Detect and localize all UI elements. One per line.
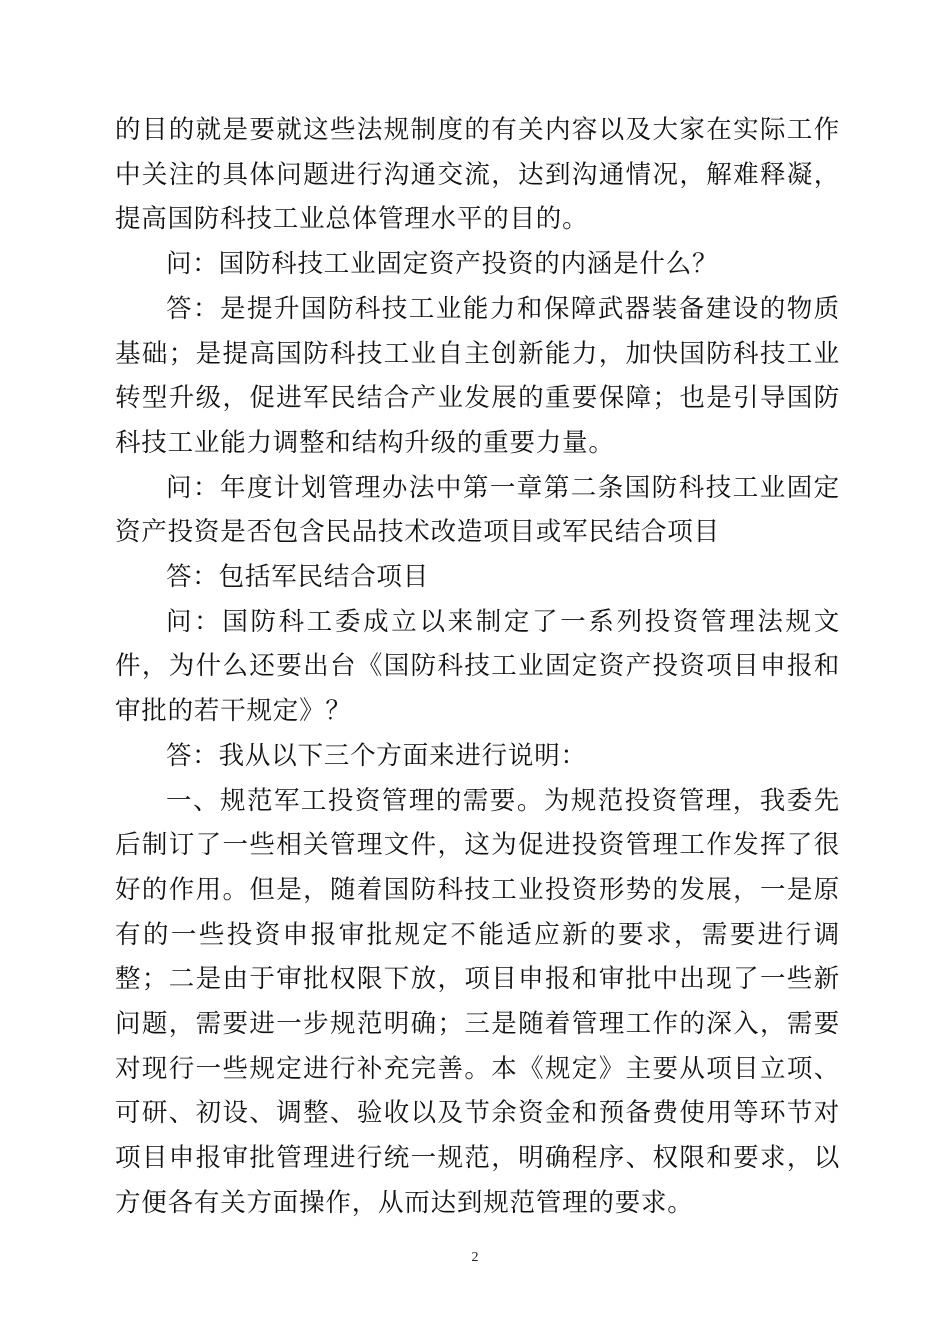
document-body [115,108,840,1226]
paragraph-intro: 的目的就是要就这些法规制度的有关内容以及大家在实际工作中关注的具体问题进行沟通交流，达到沟通情况，解难释凝，提高国防科技工业总体管理水平的目的。 [115,115,840,235]
paragraph-question-2: 问：年度计划管理办法中第一章第二条国防科技工业固定资产投资是否包含民品技术改造项目或军民结合项目 [115,472,840,548]
paragraph-answer-3-intro: 答：我从以下三个方面来进行说明： [166,740,587,771]
paragraph-question-3: 问：国防科工委成立以来制定了一系列投资管理法规文件，为什么还要出台《国防科技工业固定资产投资项目申报和审批的若干规定》？ [115,606,840,727]
paragraph-answer-2: 答：包括军民结合项目 [166,562,430,593]
paragraph-question-1: 问：国防科技工业固定资产投资的内涵是什么？ [166,249,719,280]
paragraph-answer-3-point-1: 一、规范军工投资管理的需要。为规范投资管理，我委先后制订了一些相关管理文件，这为促进投资管理工作发挥了很好的作用。但是，随着国防科技工业投资形势的发展，一是原有的一些投资申报审批规定不能适应新的要求，需要进行调整；二是由于审批权限下放，项目申报和审批中出现了一些新问题，需要进一步规范明确；三是随着管理工作的深入，需要对现行一些规定进行补充完善。本《规定》主要从项目立项、可研、初设、调整、验收以及节余资金和预备费使用等环节对项目申报审批管理进行统一规范，明确程序、权限和要求，以方便各有关方面操作，从而达到规范管理的要求。 [115,785,840,1218]
page-number: 2 [471,1250,479,1265]
paragraph-answer-1: 答：是提升国防科技工业能力和保障武器装备建设的物质基础；是提高国防科技工业自主创新能力，加快国防科技工业转型升级，促进军民结合产业发展的重要保障；也是引导国防科技工业能力调整和结构升级的重要力量。 [115,293,840,458]
